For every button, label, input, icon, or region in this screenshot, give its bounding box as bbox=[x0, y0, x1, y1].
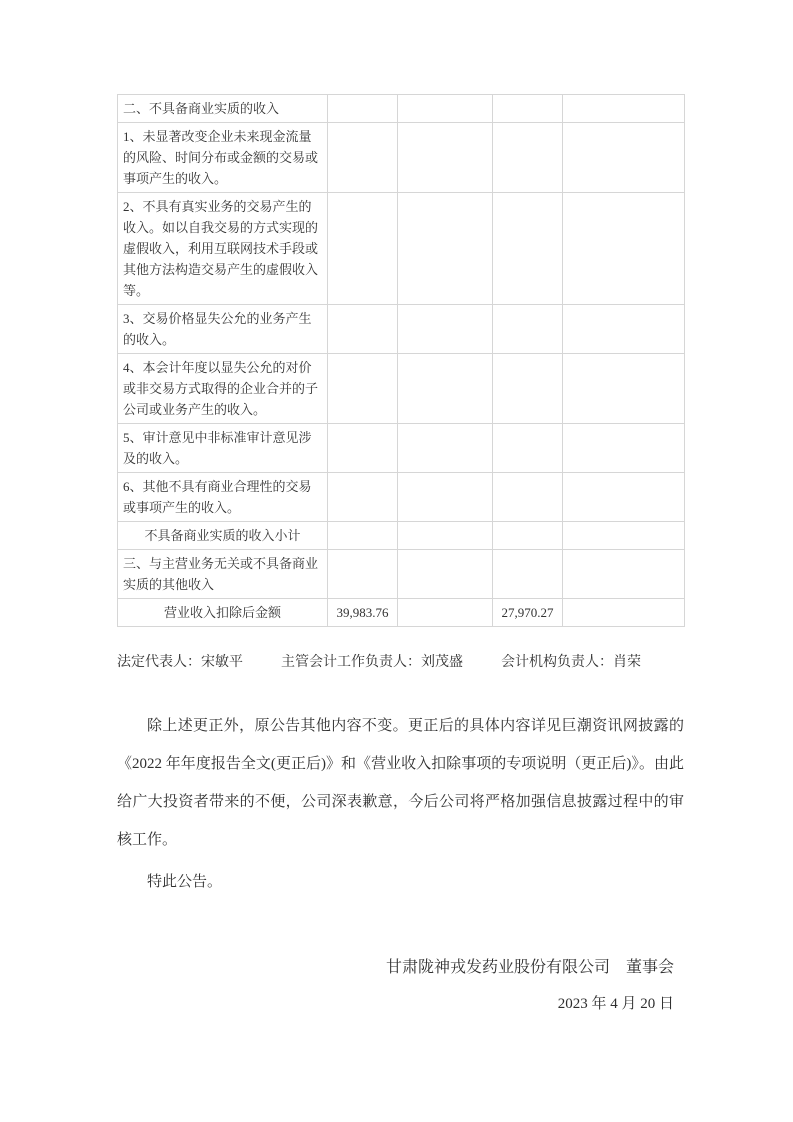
row-label-cell: 三、与主营业务无关或不具备商业实质的其他收入 bbox=[118, 550, 328, 599]
value-cell bbox=[493, 354, 563, 424]
value-cell bbox=[563, 424, 685, 473]
value-cell bbox=[328, 354, 398, 424]
value-cell bbox=[493, 305, 563, 354]
value-cell bbox=[398, 599, 493, 627]
table-row bbox=[118, 305, 685, 354]
value-cell bbox=[398, 424, 493, 473]
value-cell bbox=[563, 193, 685, 305]
table-row-subtotal bbox=[118, 522, 685, 550]
table-row bbox=[118, 473, 685, 522]
value-cell bbox=[328, 193, 398, 305]
chief-accounting-officer: 主管会计工作负责人：刘茂盛 bbox=[281, 655, 463, 670]
row-label-cell: 1、未显著改变企业未来现金流量的风险、时间分布或金额的交易或事项产生的收入。 bbox=[118, 123, 328, 193]
value-cell bbox=[563, 354, 685, 424]
value-cell bbox=[493, 95, 563, 123]
value-cell bbox=[493, 473, 563, 522]
row-label-cell: 2、不具有真实业务的交易产生的收入。如以自我交易的方式实现的虚假收入，利用互联网技术手段或其他方法构造交易产生的虚假收入等。 bbox=[118, 193, 328, 305]
row-label-cell: 营业收入扣除后金额 bbox=[118, 599, 328, 627]
value-cell bbox=[398, 193, 493, 305]
table-row bbox=[118, 123, 685, 193]
value-cell bbox=[328, 305, 398, 354]
value-cell bbox=[398, 473, 493, 522]
signoff-block bbox=[117, 956, 684, 1016]
value-cell bbox=[398, 95, 493, 123]
value-cell bbox=[563, 550, 685, 599]
accounting-department-head: 会计机构负责人：肖荣 bbox=[501, 655, 641, 670]
row-label-cell: 4、本会计年度以显失公允的对价或非交易方式取得的企业合并的子公司或业务产生的收入。 bbox=[118, 354, 328, 424]
value-cell bbox=[328, 473, 398, 522]
revenue-deduction-table bbox=[117, 94, 685, 627]
value-cell bbox=[328, 95, 398, 123]
value-cell bbox=[493, 424, 563, 473]
row-label-cell: 3、交易价格显失公允的业务产生的收入。 bbox=[118, 305, 328, 354]
value-cell-current-amount: 39,983.76 bbox=[328, 599, 398, 627]
signature-line bbox=[117, 653, 684, 673]
value-cell bbox=[398, 550, 493, 599]
table-row bbox=[118, 354, 685, 424]
value-cell bbox=[493, 550, 563, 599]
closing-statement: 特此公告。 bbox=[147, 874, 223, 890]
row-label-cell: 不具备商业实质的收入小计 bbox=[118, 522, 328, 550]
value-cell bbox=[398, 123, 493, 193]
table-row bbox=[118, 193, 685, 305]
legal-representative: 法定代表人：宋敏平 bbox=[117, 655, 243, 670]
table-row bbox=[118, 550, 685, 599]
value-cell-prior-amount: 27,970.27 bbox=[493, 599, 563, 627]
value-cell bbox=[563, 123, 685, 193]
table-row bbox=[118, 95, 685, 123]
value-cell bbox=[493, 522, 563, 550]
value-cell bbox=[398, 305, 493, 354]
announcement-date: 2023 年 4 月 20 日 bbox=[557, 996, 674, 1012]
table-row-total bbox=[118, 599, 685, 627]
row-label-cell: 6、其他不具有商业合理性的交易或事项产生的收入。 bbox=[118, 473, 328, 522]
row-label-cell: 5、审计意见中非标准审计意见涉及的收入。 bbox=[118, 424, 328, 473]
value-cell bbox=[328, 424, 398, 473]
correction-paragraph: 除上述更正外，原公告其他内容不变。更正后的具体内容详见巨潮资讯网披露的《2022 年年度报告全文(更正后)》和《营业收入扣除事项的专项说明（更正后)》。由此给广大投资者带来的不便，公司深表歉意，今后公司将严格加强信息披露过程中的审核工作。 bbox=[117, 718, 684, 848]
company-board-signature: 甘肃陇神戎发药业股份有限公司 董事会 bbox=[385, 959, 674, 976]
value-cell bbox=[493, 193, 563, 305]
value-cell bbox=[563, 305, 685, 354]
value-cell bbox=[563, 95, 685, 123]
value-cell bbox=[328, 522, 398, 550]
value-cell bbox=[563, 473, 685, 522]
value-cell bbox=[328, 550, 398, 599]
value-cell bbox=[563, 522, 685, 550]
row-label-cell: 二、不具备商业实质的收入 bbox=[118, 95, 328, 123]
value-cell bbox=[398, 354, 493, 424]
table-row bbox=[118, 424, 685, 473]
value-cell bbox=[563, 599, 685, 627]
value-cell bbox=[328, 123, 398, 193]
value-cell bbox=[493, 123, 563, 193]
value-cell bbox=[398, 522, 493, 550]
